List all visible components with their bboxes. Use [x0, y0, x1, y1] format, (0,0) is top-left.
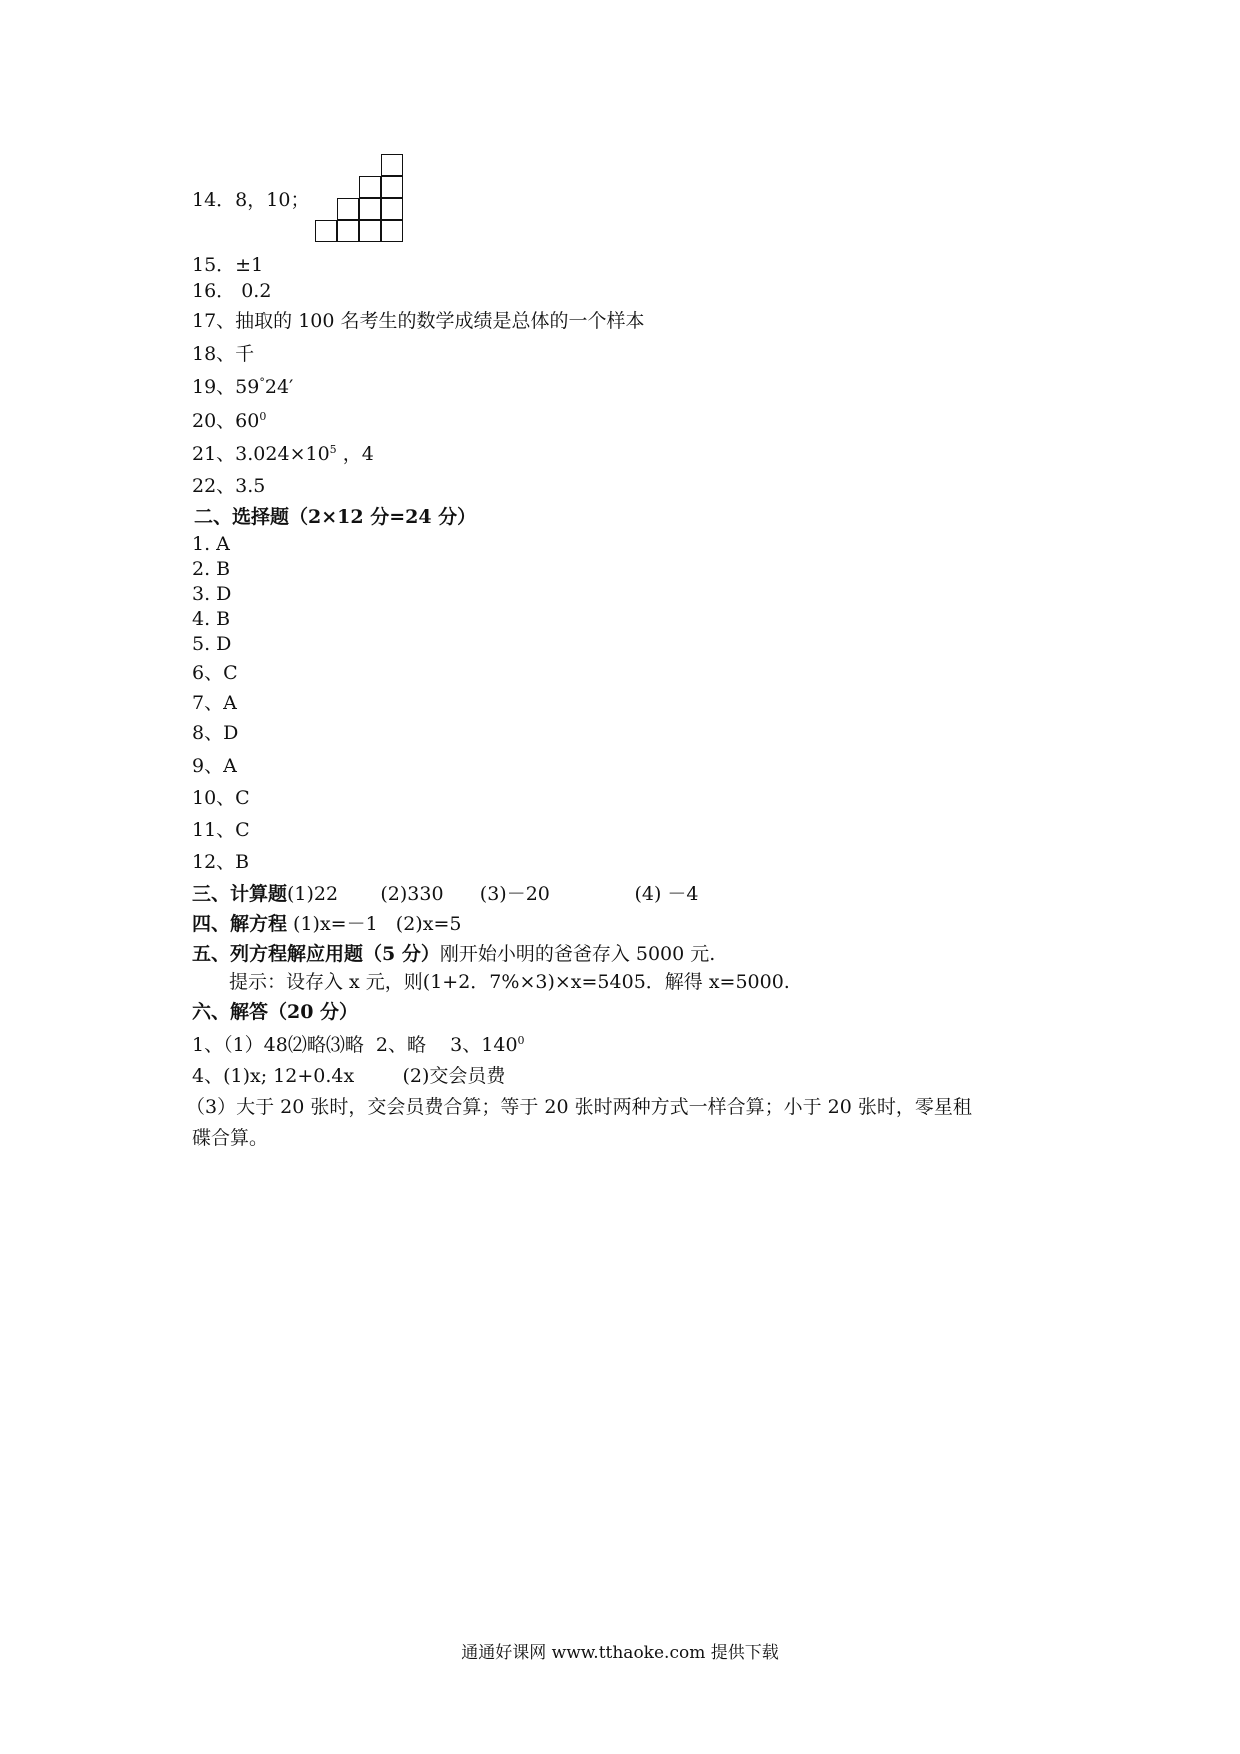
stair-cell [381, 198, 403, 220]
answer-q16: 16． 0.2 [192, 280, 272, 302]
answer-q18: 18、千 [192, 343, 255, 365]
answer-q17: 17、抽取的 100 名考生的数学成绩是总体的一个样本 [192, 310, 645, 332]
stair-cell [337, 220, 359, 242]
choice-answer-5: 5. D [192, 633, 232, 655]
answer-q20 [192, 409, 266, 433]
choice-answer-8: 8、D [192, 722, 239, 744]
answer-q22: 22、3.5 [192, 475, 266, 497]
q20-sup: 0 [259, 410, 267, 423]
q20-main: 20、60 [192, 410, 260, 432]
q21-rest: ，4 [336, 443, 374, 465]
section6-line2: 4、(1)x; 12+0.4x (2)交会员费 [192, 1065, 506, 1087]
section5-answer: 刚开始小明的爸爸存入 5000 元. [439, 943, 716, 965]
stair-cell [337, 198, 359, 220]
section5-hint: 提示：设存入 x 元，则(1+2．7%×3)×x=5405．解得 x=5000. [229, 971, 790, 993]
choice-answer-1: 1. A [192, 533, 230, 555]
choice-answer-7: 7、A [192, 692, 237, 714]
choice-answer-12: 12、B [192, 851, 250, 873]
stair-cell [381, 220, 403, 242]
section5 [192, 942, 715, 966]
q19-main: 19、59 [192, 376, 260, 398]
answer-q19 [192, 375, 293, 399]
choice-answer-3: 3. D [192, 583, 232, 605]
section5-heading: 五、列方程解应用题（5 分） [192, 943, 440, 965]
section6-line1-sup: 0 [517, 1034, 525, 1047]
q21-main: 21、3.024×10 [192, 443, 330, 465]
q19-rest: 24′ [264, 376, 294, 398]
answer-q21 [192, 442, 374, 466]
section6-line4: 碟合算。 [192, 1127, 269, 1149]
stair-cell [359, 176, 381, 198]
section4 [192, 912, 461, 936]
stair-cell [359, 220, 381, 242]
footer-text: 通通好课网 www.tthaoke.com 提供下载 [461, 1643, 779, 1663]
section3 [192, 882, 699, 906]
choice-answer-2: 2. B [192, 558, 231, 580]
stair-cell [315, 220, 337, 242]
choice-answer-6: 6、C [192, 662, 238, 684]
stair-cell [359, 198, 381, 220]
answer-q14: 14．8，10； [192, 189, 310, 211]
stair-cell [381, 176, 403, 198]
choice-answer-9: 9、A [192, 755, 237, 777]
choice-answer-11: 11、C [192, 819, 250, 841]
section4-answers: (1)x=－1 (2)x=5 [287, 913, 462, 935]
section2-heading: 二、选择题（2×12 分=24 分） [194, 506, 477, 528]
section6-line1-main: 1、（1）48⑵略⑶略 2、略 3、140 [192, 1034, 518, 1056]
choice-answer-10: 10、C [192, 787, 250, 809]
choice-answer-4: 4. B [192, 608, 231, 630]
q21-sup: 5 [329, 443, 337, 456]
section6-line1 [192, 1033, 525, 1057]
section6-line3: （3）大于 20 张时，交会员费合算；等于 20 张时两种方式一样合算；小于 20 张时，零星租 [186, 1096, 972, 1118]
q19-sup: ° [259, 376, 265, 389]
stair-cell [381, 154, 403, 176]
section3-answers: (1)22 (2)330 (3)－20 (4) －4 [287, 883, 699, 905]
answer-q15: 15．±1 [192, 254, 264, 276]
section3-heading: 三、计算题 [192, 883, 288, 905]
section4-heading: 四、解方程 [192, 913, 288, 935]
section6-heading: 六、解答（20 分） [192, 1001, 359, 1023]
